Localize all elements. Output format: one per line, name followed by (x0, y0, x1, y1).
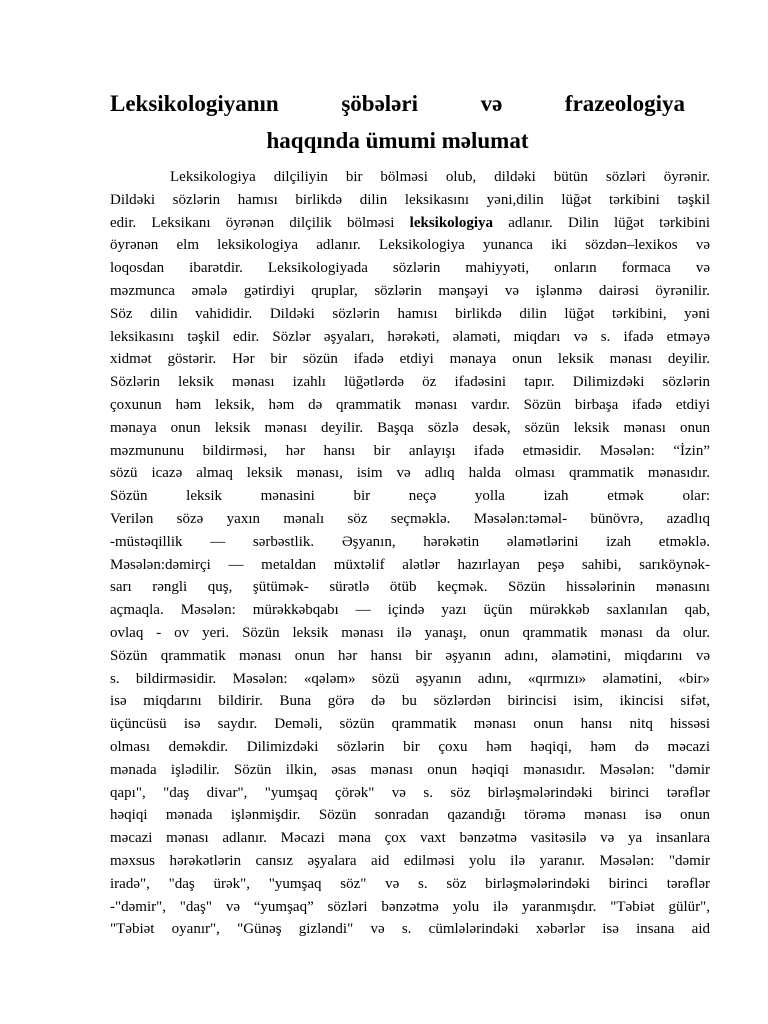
text-segment: edir. Leksikanı öyrənən dilçilik bölməsi (110, 214, 410, 231)
text-line: çoxunun həm leksik, həm də qrammatik mənası vardır. Sözün birbaşa ifadə etdiyi (110, 396, 710, 413)
title-line-1: Leksikologiyanın şöbələri və frazeologiya (110, 91, 685, 116)
text-line: Dildəki sözlərin hamısı birlikdə dilin leksikasını yəni,dilin lüğət tərkibini təşkil (110, 191, 710, 208)
text-line: sarı rəngli quş, şütümək- sürətlə ötüb keçmək. Sözün hissələrinin mənasını (110, 579, 710, 596)
text-line: məzmununu bildirməsi, hər hansı bir anlayışı ifadə etməsidir. Məsələn: “İzin” (110, 442, 710, 459)
text-line: məxsus hərəkətlərin cansız əşyalara aid edilməsi yolu ilə yaranır. Məsələn: "dəmir (110, 852, 710, 869)
text-line: Məsələn:dəmirçi — metaldan müxtəlif alətlər hazırlayan peşə sahibi, sarıköynək- (110, 556, 710, 573)
text-line: məzmunca əmələ gətirdiyi qruplar, sözlərin mənşəyi və işlənmə dairəsi öyrənilir. (110, 282, 710, 299)
text-segment: adlanır. Dilin lüğət tərkibini (493, 214, 710, 231)
bold-term: leksikologiya (409, 214, 494, 231)
text-line: olması deməkdir. Dilimizdəki sözlərin bir çoxu həm həqiqi, həm də məcazi (110, 738, 710, 755)
text-line: Sözün qrammatik mənası onun hər hansı bir əşyanın adını, əlamətini, miqdarını və (110, 647, 710, 664)
text-line: "Təbiət oyanır", "Günəş gizləndi" və s. cümlələrindəki xəbərlər isə insana aid (110, 921, 710, 938)
text-line: xidmət göstərir. Hər bir sözün ifadə etdiyi mənaya onun leksik mənası deyilir. (110, 351, 710, 368)
text-line: Leksikologiya dilçiliyin bir bölməsi olub, dildəki bütün sözləri öyrənir. (170, 169, 710, 185)
body-text (110, 166, 710, 941)
text-line: qapı", "daş divar", "yumşaq çörək" və s. söz birləşmələrindəki birinci tərəflər (110, 784, 710, 801)
text-line: mənaya onun leksik mənası deyilir. Başqa sözlə desək, sözün leksik mənası onun (110, 419, 710, 436)
text-line: Sözün leksik mənasini bir neçə yolla izah etmək olar: (110, 488, 710, 505)
text-line: -"dəmir", "daş" və “yumşaq” sözləri bənzətmə yolu ilə yaranmışdır. "Təbiət gülür", (110, 898, 710, 915)
text-line: həqiqi mənada işlənmişdir. Sözün sonradan qazandığı törəmə mənası isə onun (110, 807, 710, 824)
title-line-2: haqqında ümumi məlumat (266, 128, 529, 153)
text-line: Söz dilin vahididir. Dildəki sözlərin hamısı birlikdə dilin lüğət tərkibini, yəni (110, 305, 710, 322)
text-line: s. bildirməsidir. Məsələn: «qələm» sözü əşyanın adını, «qırmızı» əlamətini, «bir» (110, 670, 710, 687)
text-line: isə miqdarını bildirir. Buna görə də bu sözlərdən birincisi isim, ikincisi sifət, (110, 693, 710, 710)
text-line (110, 212, 710, 235)
text-line: öyrənən elm leksikologiya adlanır. Leksikologiya yunanca iki sözdən–lexikos və (110, 237, 710, 254)
text-line: leksikasını təşkil edir. Sözlər əşyaları, hərəkəti, əlaməti, miqdarı və s. ifadə etməyə (110, 328, 710, 345)
text-line: üçüncüsü isə saydır. Deməli, sözün qrammatik mənası onun hansı nitq hissəsi (110, 716, 710, 733)
text-line: sözü icazə almaq leksik mənası, isim və adlıq halda olması qrammatik mənasıdır. (110, 465, 710, 482)
text-line: mənada işlədilir. Sözün ilkin, əsas mənası onun həqiqi mənasıdır. Məsələn: "dəmir (110, 761, 710, 778)
text-line: Sözlərin leksik mənası izahlı lüğətlərdə öz ifadəsini tapır. Dilimizdəki sözlərin (110, 374, 710, 391)
text-line: loqosdan ibarətdir. Leksikologiyada sözlərin mahiyyəti, onların formaca və (110, 260, 710, 277)
document-title (110, 85, 685, 159)
text-line: məcazi mənası adlanır. Məcazi məna çox vaxt bənzətmə vasitəsilə və ya insanlara (110, 830, 710, 847)
text-line: ovlaq - ov yeri. Sözün leksik mənası ilə yanaşı, onun qrammatik mənası da olur. (110, 624, 710, 641)
text-line: Verilən sözə yaxın mənalı söz seçməklə. Məsələn:təməl- bünövrə, azadlıq (110, 510, 710, 527)
text-line: -müstəqillik — sərbəstlik. Əşyanın, hərəkətin əlamətlərini izah etməklə. (110, 533, 710, 550)
text-line: açmaqla. Məsələn: mürəkkəbqabı — içində yazı üçün mürəkkəb saxlanılan qab, (110, 602, 710, 619)
text-line: iradə", "daş ürək", "yumşaq söz" və s. söz birləşmələrindəki birinci tərəflər (110, 875, 710, 892)
